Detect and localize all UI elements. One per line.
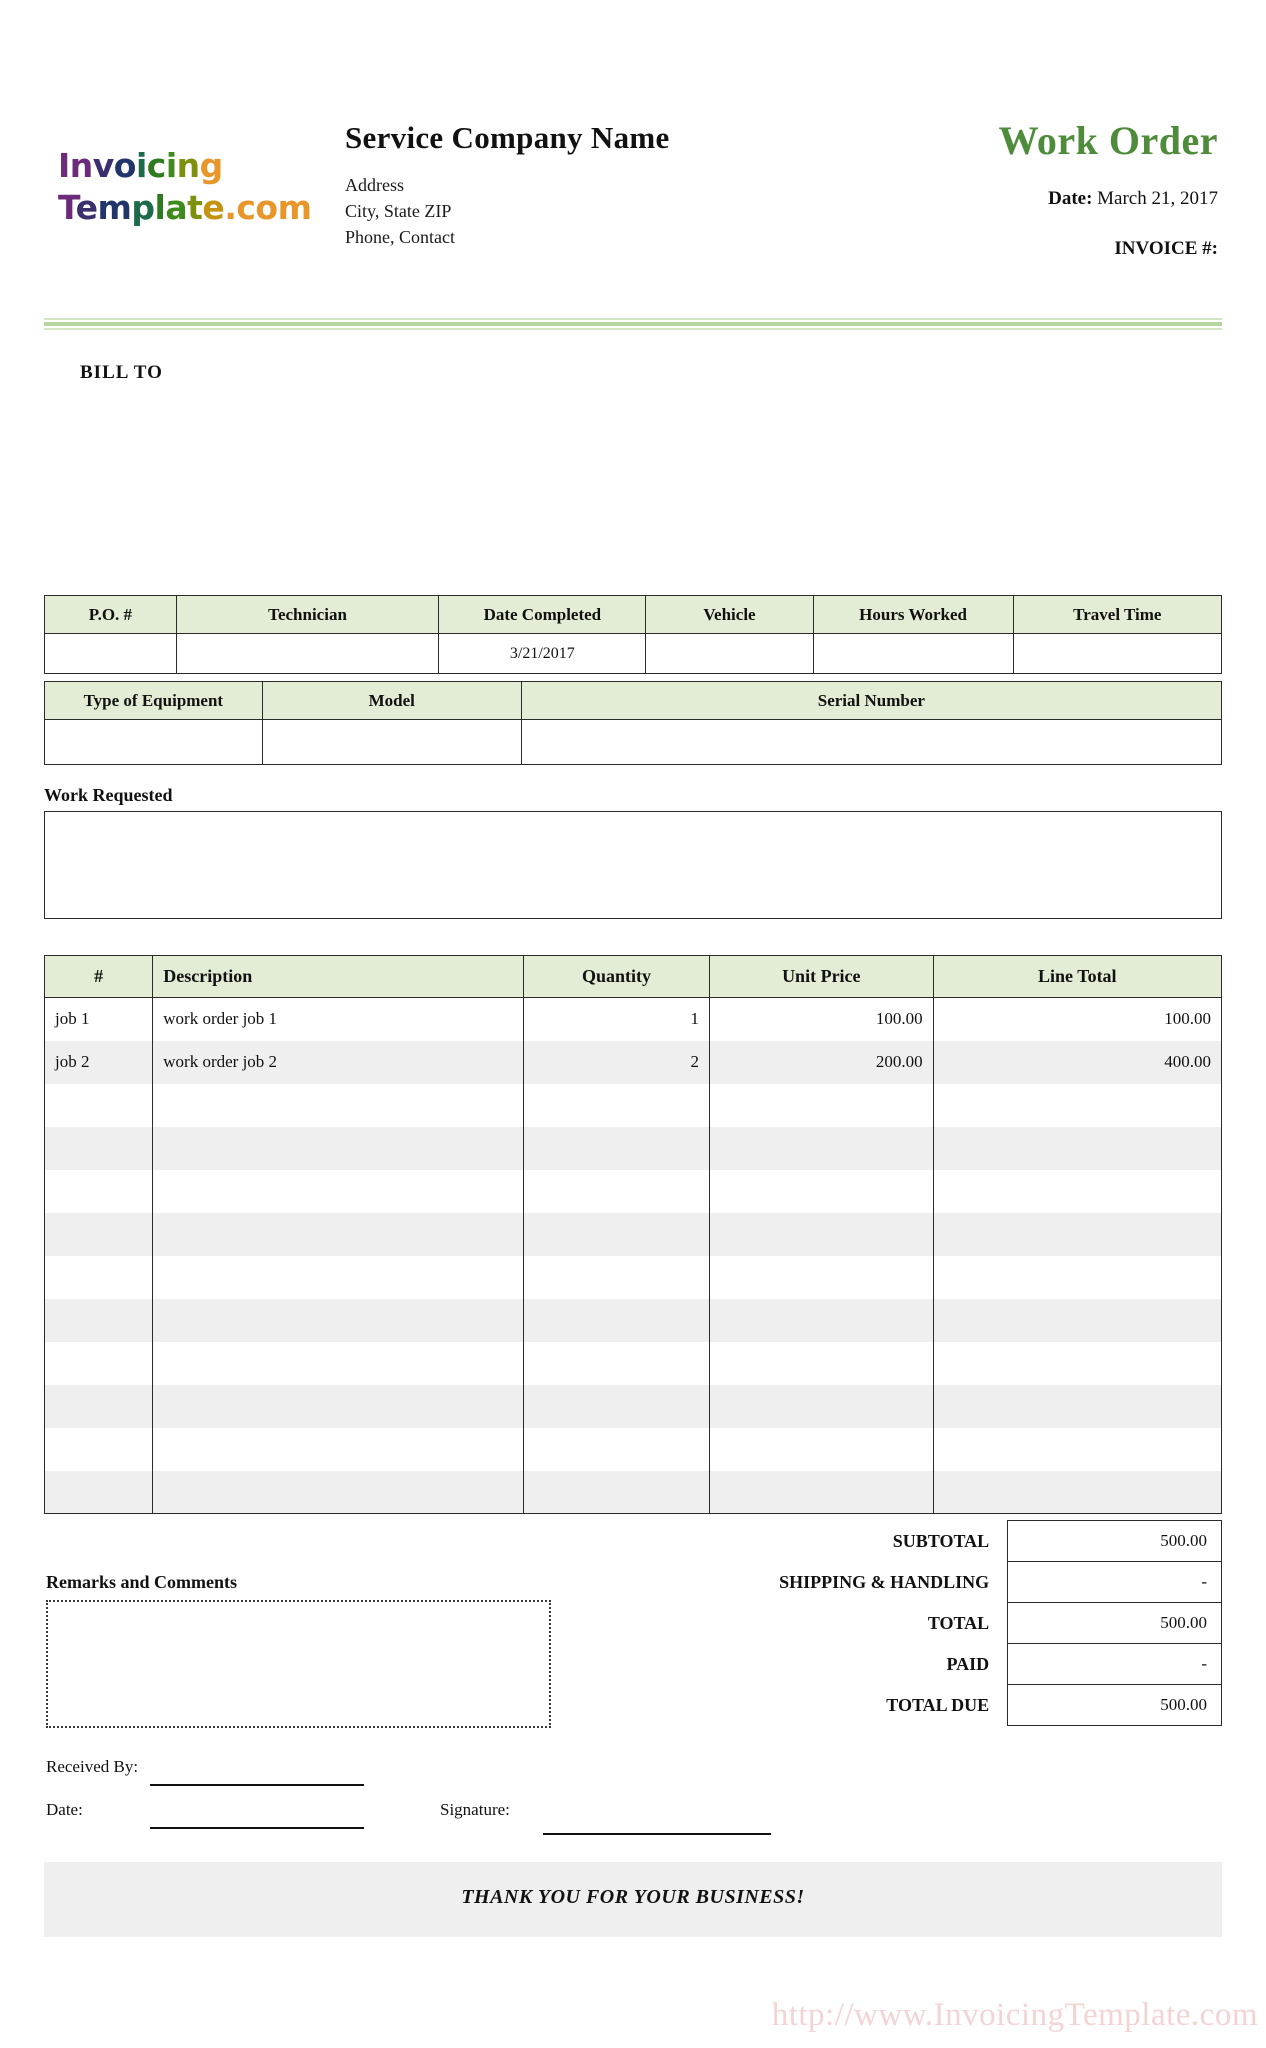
- line-item-line-total[interactable]: [933, 1084, 1221, 1127]
- bill-to-label: BILL TO: [80, 362, 163, 383]
- logo-line-2: Template.com: [58, 188, 312, 227]
- equipment-header: Type of Equipment: [45, 682, 263, 720]
- line-items-table: [44, 955, 1222, 1514]
- job-info-header-row: [45, 596, 1222, 634]
- line-item-line-total[interactable]: [933, 1170, 1221, 1213]
- date-completed-field[interactable]: 3/21/2017: [439, 634, 646, 674]
- line-item-description[interactable]: work order job 2: [153, 1041, 524, 1084]
- line-item-unit-price[interactable]: [709, 1256, 933, 1299]
- totals-row: [700, 1521, 1222, 1562]
- line-item-unit-price[interactable]: 100.00: [709, 998, 933, 1041]
- totals-label: SHIPPING & HANDLING: [779, 1571, 990, 1592]
- line-item-unit-price[interactable]: 200.00: [709, 1041, 933, 1084]
- line-item-row[interactable]: [45, 1127, 1222, 1170]
- line-item-description[interactable]: [153, 1213, 524, 1256]
- line-item-number[interactable]: [45, 1084, 153, 1127]
- line-item-quantity[interactable]: [524, 1170, 710, 1213]
- line-item-quantity[interactable]: [524, 1127, 710, 1170]
- line-items-header: Line Total: [933, 956, 1221, 998]
- document-title: Work Order: [998, 118, 1218, 163]
- line-items-header-row: [45, 956, 1222, 998]
- line-item-row[interactable]: [45, 1170, 1222, 1213]
- company-address: Address: [345, 175, 404, 195]
- work-requested-field[interactable]: [44, 811, 1222, 919]
- invoice-number-row: [798, 234, 1218, 264]
- totals-value[interactable]: -: [1008, 1562, 1222, 1603]
- line-item-description[interactable]: [153, 1428, 524, 1471]
- document-title-block: [798, 118, 1218, 264]
- line-item-row[interactable]: [45, 1428, 1222, 1471]
- line-item-row[interactable]: [45, 998, 1222, 1041]
- line-item-line-total[interactable]: [933, 1213, 1221, 1256]
- thank-you-message: THANK YOU FOR YOUR BUSINESS!: [461, 1886, 805, 1908]
- vehicle-field[interactable]: [646, 634, 813, 674]
- line-item-quantity[interactable]: [524, 1428, 710, 1471]
- line-item-line-total[interactable]: [933, 1385, 1221, 1428]
- line-item-line-total[interactable]: [933, 1127, 1221, 1170]
- line-item-quantity[interactable]: 2: [524, 1041, 710, 1084]
- received-by-label: Received By:: [46, 1757, 139, 1776]
- line-item-line-total[interactable]: 400.00: [933, 1041, 1221, 1084]
- job-info-header: Date Completed: [439, 596, 646, 634]
- green-divider: [44, 318, 1222, 332]
- totals-value[interactable]: 500.00: [1008, 1603, 1222, 1644]
- equipment-table: [44, 681, 1222, 765]
- line-item-quantity[interactable]: 1: [524, 998, 710, 1041]
- totals-table: [700, 1520, 1222, 1726]
- totals-label: TOTAL: [927, 1612, 990, 1633]
- line-item-description[interactable]: [153, 1170, 524, 1213]
- totals-row: [700, 1644, 1222, 1685]
- line-item-unit-price[interactable]: [709, 1471, 933, 1514]
- job-info-header: Technician: [176, 596, 438, 634]
- technician-field[interactable]: [176, 634, 438, 674]
- line-item-description[interactable]: [153, 1299, 524, 1342]
- line-item-row[interactable]: [45, 1299, 1222, 1342]
- line-item-number[interactable]: job 1: [45, 998, 153, 1041]
- line-item-row[interactable]: [45, 1041, 1222, 1084]
- travel-time-field[interactable]: [1013, 634, 1221, 674]
- line-item-quantity[interactable]: [524, 1471, 710, 1514]
- signature-line[interactable]: [543, 1833, 771, 1835]
- date-value: March 21, 2017: [1097, 188, 1218, 209]
- line-item-description[interactable]: [153, 1256, 524, 1299]
- line-item-line-total[interactable]: [933, 1299, 1221, 1342]
- line-item-row[interactable]: [45, 1471, 1222, 1514]
- line-item-unit-price[interactable]: [709, 1213, 933, 1256]
- line-item-description[interactable]: work order job 1: [153, 998, 524, 1041]
- date-label: Date:: [1048, 188, 1093, 209]
- totals-value[interactable]: 500.00: [1008, 1521, 1222, 1562]
- line-item-unit-price[interactable]: [709, 1342, 933, 1385]
- line-item-number[interactable]: [45, 1170, 153, 1213]
- line-items-header: #: [45, 956, 153, 998]
- line-item-unit-price[interactable]: [709, 1385, 933, 1428]
- line-item-quantity[interactable]: [524, 1299, 710, 1342]
- line-item-number[interactable]: [45, 1299, 153, 1342]
- signature-label: Signature:: [440, 1800, 510, 1819]
- job-info-table: [44, 595, 1222, 674]
- type-of-equipment-field[interactable]: [45, 720, 263, 765]
- line-item-quantity[interactable]: [524, 1213, 710, 1256]
- line-item-line-total[interactable]: [933, 1428, 1221, 1471]
- hours-worked-field[interactable]: [813, 634, 1013, 674]
- line-item-line-total[interactable]: [933, 1471, 1221, 1514]
- line-item-quantity[interactable]: [524, 1385, 710, 1428]
- line-item-description[interactable]: [153, 1127, 524, 1170]
- equipment-value-row: [45, 720, 1222, 765]
- footer-band: [44, 1862, 1222, 1937]
- received-by-line[interactable]: [150, 1784, 364, 1786]
- line-item-number[interactable]: [45, 1256, 153, 1299]
- totals-value[interactable]: 500.00: [1008, 1685, 1222, 1726]
- line-item-description[interactable]: [153, 1342, 524, 1385]
- line-item-description[interactable]: [153, 1084, 524, 1127]
- totals-label: SUBTOTAL: [892, 1530, 990, 1551]
- line-items-header: Unit Price: [709, 956, 933, 998]
- invoicing-template-logo: [58, 145, 311, 229]
- line-item-description[interactable]: [153, 1385, 524, 1428]
- model-field[interactable]: [262, 720, 521, 765]
- line-item-row[interactable]: [45, 1213, 1222, 1256]
- po-number-field[interactable]: [45, 634, 177, 674]
- totals-value[interactable]: -: [1008, 1644, 1222, 1685]
- totals-row: [700, 1603, 1222, 1644]
- line-item-row[interactable]: [45, 1342, 1222, 1385]
- company-city-state-zip: City, State ZIP: [345, 201, 452, 221]
- date-row: [798, 184, 1218, 214]
- line-item-number[interactable]: [45, 1127, 153, 1170]
- line-item-unit-price[interactable]: [709, 1127, 933, 1170]
- line-item-row[interactable]: [45, 1385, 1222, 1428]
- line-item-number[interactable]: [45, 1428, 153, 1471]
- totals-row: [700, 1685, 1222, 1726]
- line-item-line-total[interactable]: [933, 1342, 1221, 1385]
- job-info-header: Travel Time: [1013, 596, 1221, 634]
- work-requested-label: Work Requested: [44, 785, 173, 805]
- line-item-row[interactable]: [45, 1256, 1222, 1299]
- line-item-unit-price[interactable]: [709, 1299, 933, 1342]
- line-item-number[interactable]: [45, 1385, 153, 1428]
- document-header: [0, 0, 1266, 259]
- line-item-unit-price[interactable]: [709, 1428, 933, 1471]
- logo-line-1: Invoicing: [58, 146, 223, 185]
- serial-number-field[interactable]: [521, 720, 1221, 765]
- remarks-field[interactable]: [46, 1600, 551, 1728]
- line-item-quantity[interactable]: [524, 1256, 710, 1299]
- line-item-unit-price[interactable]: [709, 1170, 933, 1213]
- equipment-header-row: [45, 682, 1222, 720]
- line-item-number[interactable]: [45, 1471, 153, 1514]
- line-item-description[interactable]: [153, 1471, 524, 1514]
- signature-date-line[interactable]: [150, 1827, 364, 1829]
- line-item-row[interactable]: [45, 1084, 1222, 1127]
- job-info-header: Hours Worked: [813, 596, 1013, 634]
- line-item-number[interactable]: job 2: [45, 1041, 153, 1084]
- line-items-header: Quantity: [524, 956, 710, 998]
- line-item-line-total[interactable]: 100.00: [933, 998, 1221, 1041]
- line-item-number[interactable]: [45, 1342, 153, 1385]
- company-info-block: [345, 120, 765, 250]
- invoice-number-label: INVOICE #:: [1114, 238, 1218, 259]
- line-item-unit-price[interactable]: [709, 1084, 933, 1127]
- company-name: Service Company Name: [345, 120, 670, 155]
- site-watermark: http://www.InvoicingTemplate.com: [771, 1997, 1258, 2033]
- line-item-quantity[interactable]: [524, 1084, 710, 1127]
- job-info-value-row: [45, 634, 1222, 674]
- line-items-header: Description: [153, 956, 524, 998]
- line-item-number[interactable]: [45, 1213, 153, 1256]
- job-info-header: P.O. #: [45, 596, 177, 634]
- remarks-label: Remarks and Comments: [46, 1572, 237, 1592]
- totals-label: TOTAL DUE: [886, 1694, 990, 1715]
- line-item-quantity[interactable]: [524, 1342, 710, 1385]
- equipment-header: Serial Number: [521, 682, 1221, 720]
- job-info-header: Vehicle: [646, 596, 813, 634]
- totals-row: [700, 1562, 1222, 1603]
- company-phone-contact: Phone, Contact: [345, 227, 455, 247]
- signature-date-label: Date:: [46, 1800, 83, 1819]
- totals-label: PAID: [946, 1653, 990, 1674]
- line-item-line-total[interactable]: [933, 1256, 1221, 1299]
- equipment-header: Model: [262, 682, 521, 720]
